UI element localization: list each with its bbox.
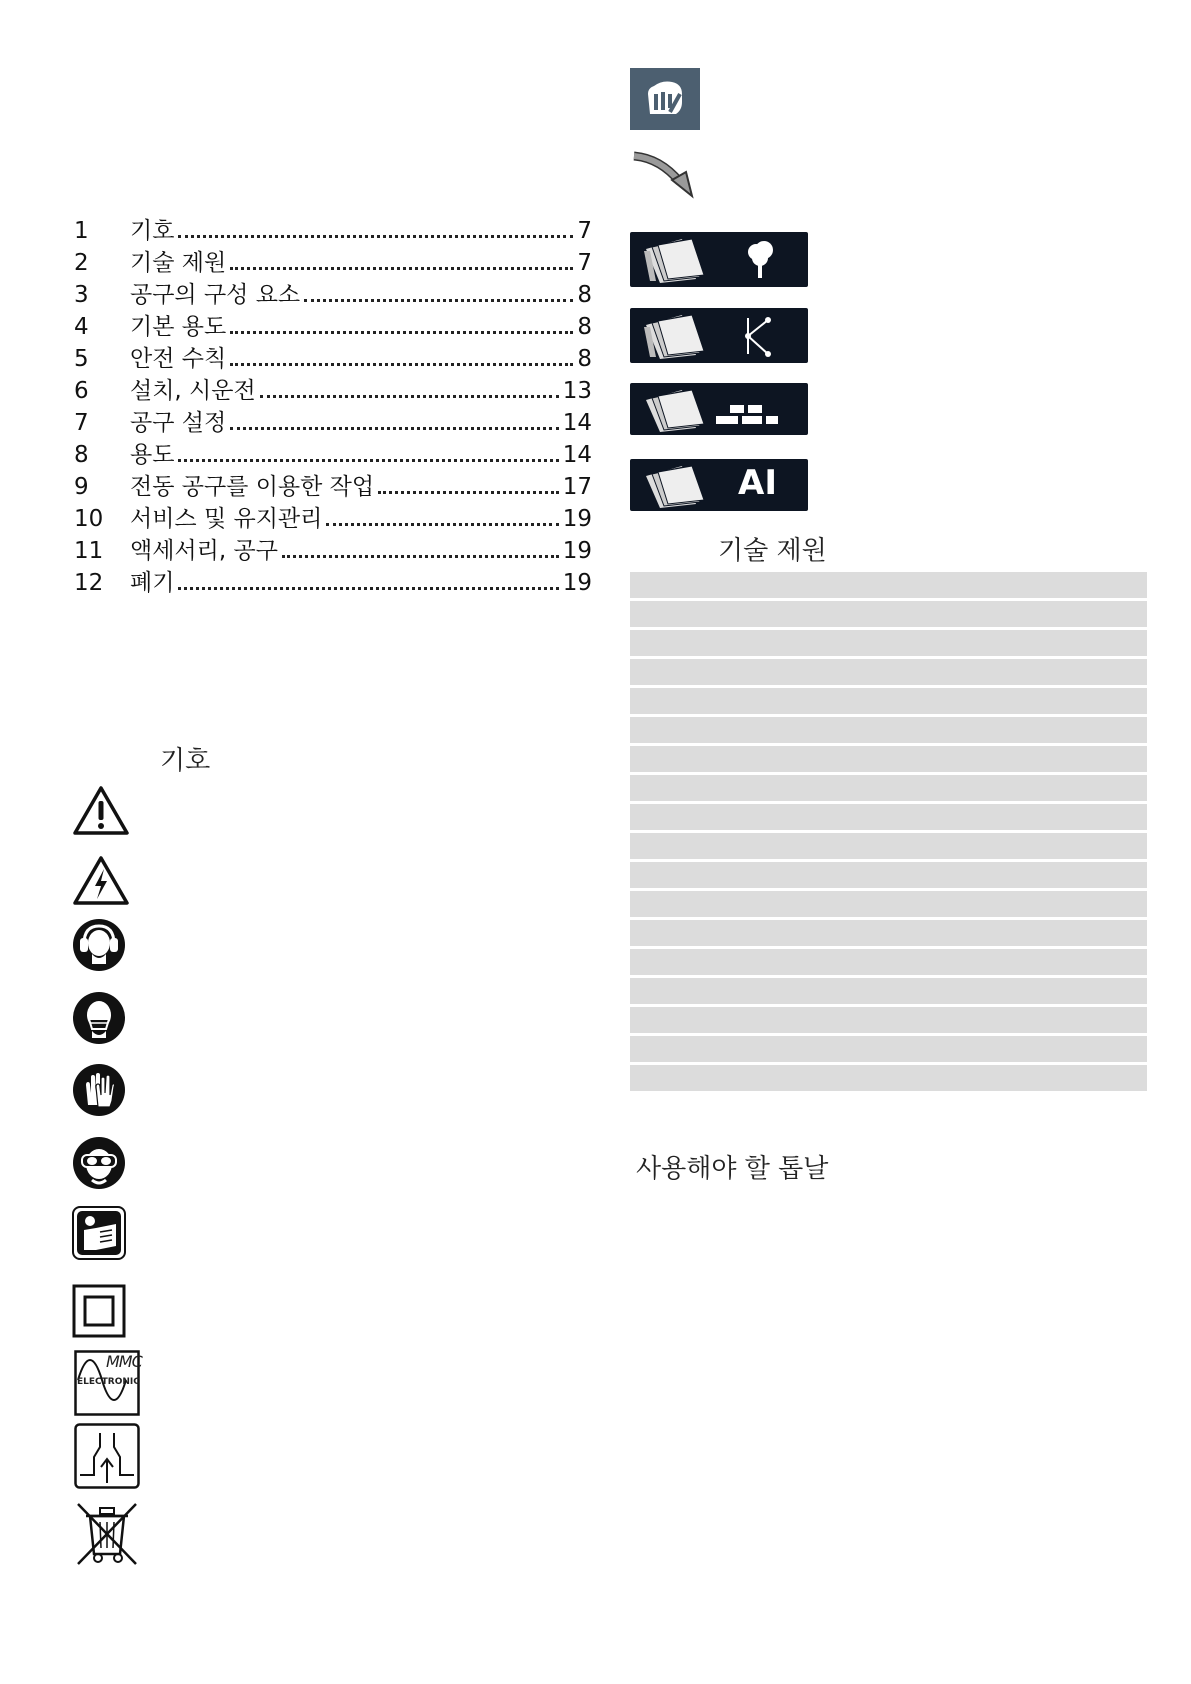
toc-leader	[178, 235, 573, 238]
ai-label: AI	[738, 463, 777, 503]
toc-item[interactable]	[74, 436, 592, 468]
soft-start-icon	[74, 1423, 140, 1489]
toc-page: 19	[562, 506, 592, 532]
toc-leader	[230, 267, 573, 270]
toc-number: 5	[74, 346, 89, 372]
toc-leader	[178, 587, 558, 590]
toc-page: 8	[577, 346, 592, 372]
electronic-label: ELECTRONIC	[77, 1377, 140, 1387]
table-row	[630, 1036, 1147, 1062]
toc-leader	[230, 331, 573, 334]
table-row	[630, 833, 1147, 859]
mmc-electronic-icon	[74, 1350, 140, 1416]
table-row	[630, 891, 1147, 917]
toc-item[interactable]	[74, 308, 592, 340]
toc-title: 용도	[130, 442, 175, 468]
table-row	[630, 630, 1147, 656]
safety-goggles-icon	[72, 1136, 126, 1190]
toc-page: 14	[562, 410, 592, 436]
toc-leader	[260, 395, 559, 398]
toc-item[interactable]	[74, 276, 592, 308]
table-row	[630, 949, 1147, 975]
toc-item[interactable]	[74, 500, 592, 532]
toc-number: 1	[74, 218, 89, 244]
gloves-icon	[72, 1063, 126, 1117]
toc-number: 12	[74, 570, 104, 596]
weee-disposal-icon	[74, 1500, 140, 1566]
table-row	[630, 688, 1147, 714]
no-hand-icon	[630, 68, 700, 130]
table-row	[630, 1007, 1147, 1033]
table-row	[630, 746, 1147, 772]
toc-page: 8	[577, 282, 592, 308]
table-row	[630, 1065, 1147, 1091]
toc-page: 19	[562, 538, 592, 564]
toc-item[interactable]	[74, 372, 592, 404]
toc-number: 8	[74, 442, 89, 468]
toc-title: 안전 수칙	[130, 346, 227, 372]
table-row	[630, 978, 1147, 1004]
toc-title: 폐기	[130, 570, 175, 596]
toc-title: 액세서리, 공구	[130, 538, 278, 564]
toc-item[interactable]	[74, 532, 592, 564]
electric-hazard-icon	[72, 855, 130, 907]
toc-page: 14	[562, 442, 592, 468]
table-row	[630, 572, 1147, 598]
toc-leader	[230, 363, 573, 366]
toc-leader	[304, 299, 573, 302]
toc-item[interactable]	[74, 564, 592, 596]
toc-item[interactable]	[74, 468, 592, 500]
spec-heading: 기술 제원	[718, 536, 827, 566]
blades-heading: 사용해야 할 톱날	[636, 1154, 829, 1184]
toc-leader	[378, 491, 559, 494]
rotation-arrow-icon	[630, 146, 702, 204]
toc-page: 7	[577, 218, 592, 244]
toc-page: 8	[577, 314, 592, 340]
toc-page: 17	[562, 474, 592, 500]
table-row	[630, 717, 1147, 743]
toc-title: 공구 설정	[130, 410, 227, 436]
toc-page: 19	[562, 570, 592, 596]
table-row	[630, 601, 1147, 627]
toc-number: 7	[74, 410, 89, 436]
blade-masonry-icon	[630, 383, 808, 435]
toc-title: 서비스 및 유지관리	[130, 506, 323, 532]
toc-page: 7	[577, 250, 592, 276]
toc-title: 전동 공구를 이용한 작업	[130, 474, 375, 500]
double-insulation-icon	[72, 1284, 126, 1338]
toc-item[interactable]	[74, 404, 592, 436]
blade-aluminium-icon	[630, 459, 808, 511]
blade-wood-icon	[630, 232, 808, 287]
ear-protection-icon	[72, 918, 126, 972]
toc-item[interactable]	[74, 340, 592, 372]
toc-number: 6	[74, 378, 89, 404]
toc-number: 9	[74, 474, 89, 500]
toc-number: 4	[74, 314, 89, 340]
toc-leader	[178, 459, 558, 462]
read-manual-icon	[72, 1206, 126, 1260]
toc-title: 기술 제원	[130, 250, 227, 276]
toc-number: 3	[74, 282, 89, 308]
table-row	[630, 920, 1147, 946]
toc-title: 기호	[130, 218, 175, 244]
toc-item[interactable]	[74, 244, 592, 276]
dust-mask-icon	[72, 991, 126, 1045]
table-row	[630, 804, 1147, 830]
blade-plastic-icon	[630, 308, 808, 363]
toc-leader	[282, 555, 559, 558]
toc-item[interactable]	[74, 212, 592, 244]
table-row	[630, 775, 1147, 801]
toc-number: 2	[74, 250, 89, 276]
toc-leader	[326, 523, 558, 526]
toc-page: 13	[562, 378, 592, 404]
table-row	[630, 659, 1147, 685]
spec-table	[630, 572, 1147, 1094]
toc-title: 설치, 시운전	[130, 378, 256, 404]
table-of-contents	[74, 212, 592, 596]
mmc-label: MMC	[106, 1352, 142, 1371]
toc-title: 기본 용도	[130, 314, 227, 340]
toc-number: 10	[74, 506, 104, 532]
toc-leader	[230, 427, 559, 430]
symbols-heading: 기호	[160, 746, 211, 776]
table-row	[630, 862, 1147, 888]
warning-icon	[72, 785, 130, 837]
toc-title: 공구의 구성 요소	[130, 282, 301, 308]
toc-number: 11	[74, 538, 104, 564]
